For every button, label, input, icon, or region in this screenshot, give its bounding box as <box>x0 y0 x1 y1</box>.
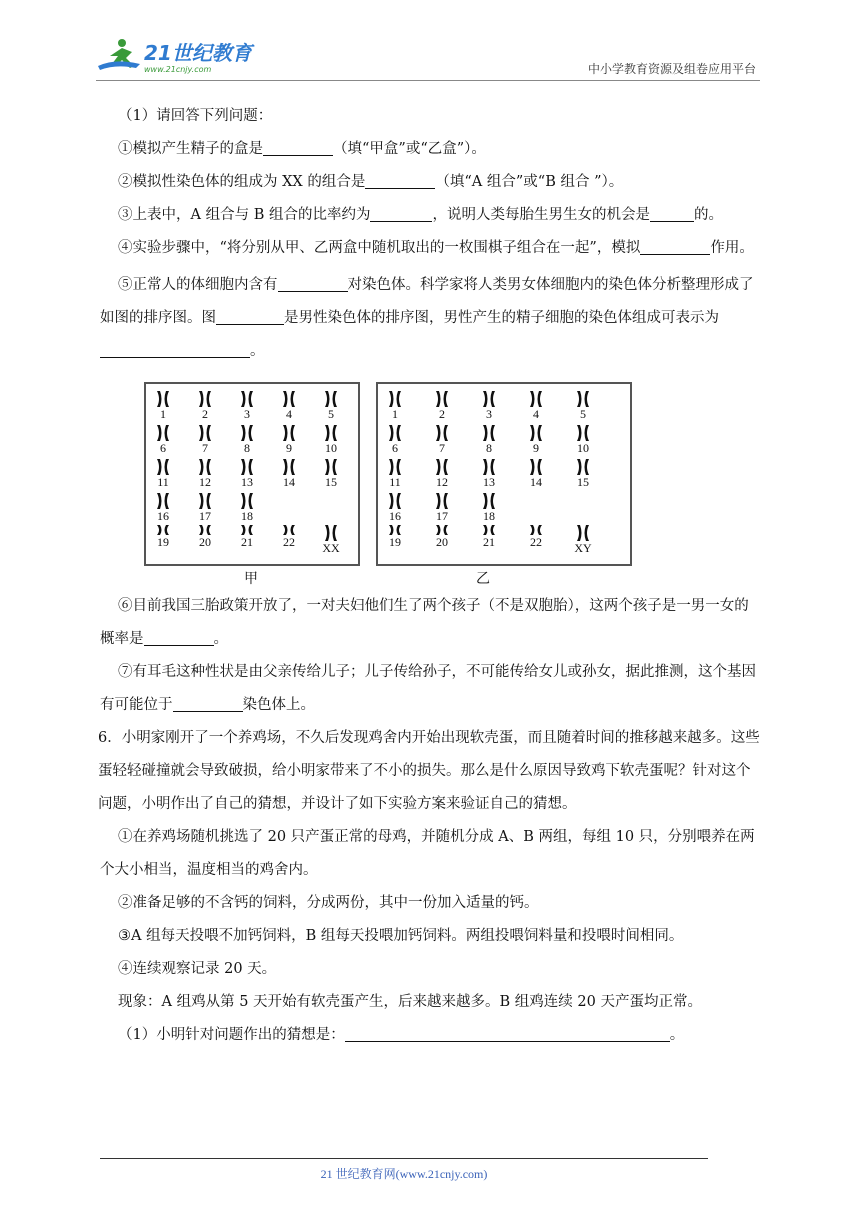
chromosome-number: 17 <box>436 509 448 523</box>
chromosome-number: 19 <box>157 535 169 549</box>
blank[interactable] <box>100 341 250 358</box>
chromosome-number: 14 <box>530 475 542 489</box>
chromosome-number: 15 <box>577 475 589 489</box>
blank[interactable] <box>345 1025 670 1042</box>
item-1: ①模拟产生精子的盒是 （填“甲盒”或“乙盒”）。 <box>118 141 486 157</box>
q6-sub-1: （1）小明针对问题作出的猜想是： 。 <box>118 1027 685 1043</box>
chromosome-pair <box>384 390 406 420</box>
chromosome-number: 4 <box>286 407 292 421</box>
chromosome-number: 16 <box>157 509 169 523</box>
chromosome-pair <box>152 424 174 454</box>
chromosome-pair <box>278 390 300 420</box>
blank[interactable] <box>650 205 694 222</box>
q6-step-3: ③A 组每天投喂不加钙饲料，B 组每天投喂加钙饲料。两组投喂饲料量和投喂时间相同。 <box>118 928 684 944</box>
chromosome-pair <box>320 424 342 454</box>
chromosome-pair <box>236 390 258 420</box>
chromosome-pair <box>431 492 453 522</box>
chromosome-pair <box>431 458 453 488</box>
chromosome-number: 5 <box>580 407 586 421</box>
chromosome-number: 18 <box>483 509 495 523</box>
svg-text:www.21cnjy.com: www.21cnjy.com <box>144 65 212 74</box>
chromosome-number: 9 <box>286 441 292 455</box>
chromosome-pair <box>572 524 594 554</box>
chromosome-pair <box>572 390 594 420</box>
page-footer: 21 世纪教育网(www.21cnjy.com) <box>320 1167 488 1181</box>
chromosome-pair <box>152 390 174 420</box>
chromosome-pair <box>431 524 453 548</box>
chromosome-number: 1 <box>392 407 398 421</box>
chromosome-number: 21 <box>241 535 253 549</box>
blank[interactable] <box>144 629 214 646</box>
chromosome-pair <box>236 524 258 548</box>
chromosome-pair <box>152 492 174 522</box>
chromosome-number: XY <box>574 541 592 555</box>
chromosome-number: 21 <box>483 535 495 549</box>
chromosome-number: 8 <box>486 441 492 455</box>
chromosome-number: XX <box>322 541 340 555</box>
q6-step-1: ①在养鸡场随机挑选了 20 只产蛋正常的母鸡，并随机分成 A、B 两组，每组 10 只，分别喂养在两个大小相当，温度相当的鸡舍内。 <box>100 829 755 878</box>
chromosome-pair <box>194 390 216 420</box>
chromosome-pair <box>478 524 500 548</box>
chromosome-number: 12 <box>199 475 211 489</box>
chromosome-number: 22 <box>283 535 295 549</box>
chromosome-pair <box>384 524 406 548</box>
item-2: ②模拟性染色体的组成为 XX 的组合是 （填“A 组合”或“B 组合 ”）。 <box>118 174 624 190</box>
chromosome-number: 19 <box>389 535 401 549</box>
item-6: ⑥目前我国三胎政策开放了，一对夫妇他们生了两个孩子（不是双胞胎），这两个孩子是一男一女的概率是 。 <box>100 598 749 647</box>
chromosome-pair <box>384 424 406 454</box>
chromosome-number: 11 <box>389 475 401 489</box>
chromosome-number: 3 <box>244 407 250 421</box>
chromosome-number: 6 <box>392 441 398 455</box>
chromosome-pair <box>478 390 500 420</box>
chromosome-pair <box>572 424 594 454</box>
chromosome-number: 13 <box>483 475 495 489</box>
chromosome-number: 13 <box>241 475 253 489</box>
chromosome-pair <box>525 458 547 488</box>
panel-label-yi: 乙 <box>476 571 490 587</box>
chromosome-number: 3 <box>486 407 492 421</box>
chromosome-pair <box>194 492 216 522</box>
chromosome-number: 7 <box>202 441 208 455</box>
chromosome-pair <box>236 458 258 488</box>
footer-divider <box>100 1158 708 1159</box>
site-logo <box>96 36 266 76</box>
chromosome-number: 10 <box>325 441 337 455</box>
chromosome-pair <box>194 524 216 548</box>
chromosome-pair <box>194 458 216 488</box>
blank[interactable] <box>216 308 284 325</box>
chromosome-number: 9 <box>533 441 539 455</box>
q1-title: （1）请回答下列问题： <box>118 108 273 124</box>
q6-step-4: ④连续观察记录 20 天。 <box>118 961 277 977</box>
chromosome-pair <box>194 424 216 454</box>
chromosome-number: 5 <box>328 407 334 421</box>
chromosome-number: 17 <box>199 509 211 523</box>
chromosome-pair <box>320 524 342 554</box>
chromosome-pair <box>478 424 500 454</box>
chromosome-number: 14 <box>283 475 295 489</box>
platform-name: 中小学教育资源及组卷应用平台 <box>587 62 756 76</box>
chromosome-pair <box>236 424 258 454</box>
q6-step-2: ②准备足够的不含钙的饲料，分成两份，其中一份加入适量的钙。 <box>118 895 539 911</box>
chromosome-number: 6 <box>160 441 166 455</box>
blank[interactable] <box>640 238 710 255</box>
chromosome-number: 2 <box>439 407 445 421</box>
chromosome-pair <box>278 458 300 488</box>
chromosome-pair <box>431 424 453 454</box>
chromosome-number: 20 <box>436 535 448 549</box>
blank[interactable] <box>173 695 243 712</box>
blank[interactable] <box>370 205 432 222</box>
chromosome-pair <box>525 390 547 420</box>
chromosome-pair <box>572 458 594 488</box>
chromosome-pair <box>431 390 453 420</box>
header-divider <box>96 80 760 81</box>
chromosome-pair <box>152 458 174 488</box>
chromosome-pair <box>525 524 547 548</box>
chromosome-number: 12 <box>436 475 448 489</box>
question-content <box>100 100 762 1052</box>
karyotype-panel-jia <box>144 382 360 566</box>
chromosome-number: 22 <box>530 535 542 549</box>
chromosome-pair <box>478 492 500 522</box>
chromosome-number: 10 <box>577 441 589 455</box>
item-7: ⑦有耳毛这种性状是由父亲传给儿子；儿子传给孙子，不可能传给女儿或孙女，据此推测，这个基因有可能位于 染色体上。 <box>100 664 756 713</box>
item-3: ③上表中，A 组合与 B 组合的比率约为 ，说明人类每胎生男生女的机会是 的。 <box>118 207 723 223</box>
chromosome-pair <box>236 492 258 522</box>
chromosome-pair <box>525 424 547 454</box>
chromosome-pair <box>320 458 342 488</box>
chromosome-pair <box>384 458 406 488</box>
karyotype-figure <box>100 382 762 587</box>
blank[interactable] <box>365 172 435 189</box>
blank[interactable] <box>278 275 348 292</box>
chromosome-number: 4 <box>533 407 539 421</box>
chromosome-number: 11 <box>157 475 169 489</box>
chromosome-number: 7 <box>439 441 445 455</box>
chromosome-number: 1 <box>160 407 166 421</box>
page-header <box>96 36 760 80</box>
chromosome-number: 20 <box>199 535 211 549</box>
svg-text:21世纪教育: 21世纪教育 <box>144 41 252 65</box>
chromosome-pair <box>478 458 500 488</box>
blank[interactable] <box>263 139 333 156</box>
chromosome-pair <box>278 424 300 454</box>
chromosome-pair <box>278 524 300 548</box>
chromosome-number: 16 <box>389 509 401 523</box>
q6-intro: 6．小明家刚开了一个养鸡场，不久后发现鸡舍内开始出现软壳蛋，而且随着时间的推移越来越多。这些蛋轻轻碰撞就会导致破损，给小明家带来了不小的损失。那么是什么原因导致鸡下软壳蛋呢？针对这个问题，小明作出了自己的猜想，并设计了如下实验方案来验证自己的猜想。 <box>98 730 760 812</box>
chromosome-number: 18 <box>241 509 253 523</box>
panel-label-jia: 甲 <box>244 571 258 587</box>
item-5: ⑤正常人的体细胞内含有 对染色体。科学家将人类男女体细胞内的染色体分析整理形成了如图的排序图。图 是男性染色体的排序图，男性产生的精子细胞的染色体组成可表示为。 <box>100 277 754 359</box>
karyotype-panel-yi <box>376 382 632 566</box>
item-4: ④实验步骤中，“将分别从甲、乙两盒中随机取出的一枚围棋子组合在一起”，模拟 作用。 <box>118 240 754 256</box>
q6-phenomenon: 现象：A 组鸡从第 5 天开始有软壳蛋产生，后来越来越多。B 组鸡连续 20 天产蛋均正常。 <box>118 994 702 1010</box>
chromosome-number: 15 <box>325 475 337 489</box>
chromosome-pair <box>384 492 406 522</box>
chromosome-pair <box>320 390 342 420</box>
chromosome-pair <box>152 524 174 548</box>
chromosome-number: 8 <box>244 441 250 455</box>
chromosome-number: 2 <box>202 407 208 421</box>
